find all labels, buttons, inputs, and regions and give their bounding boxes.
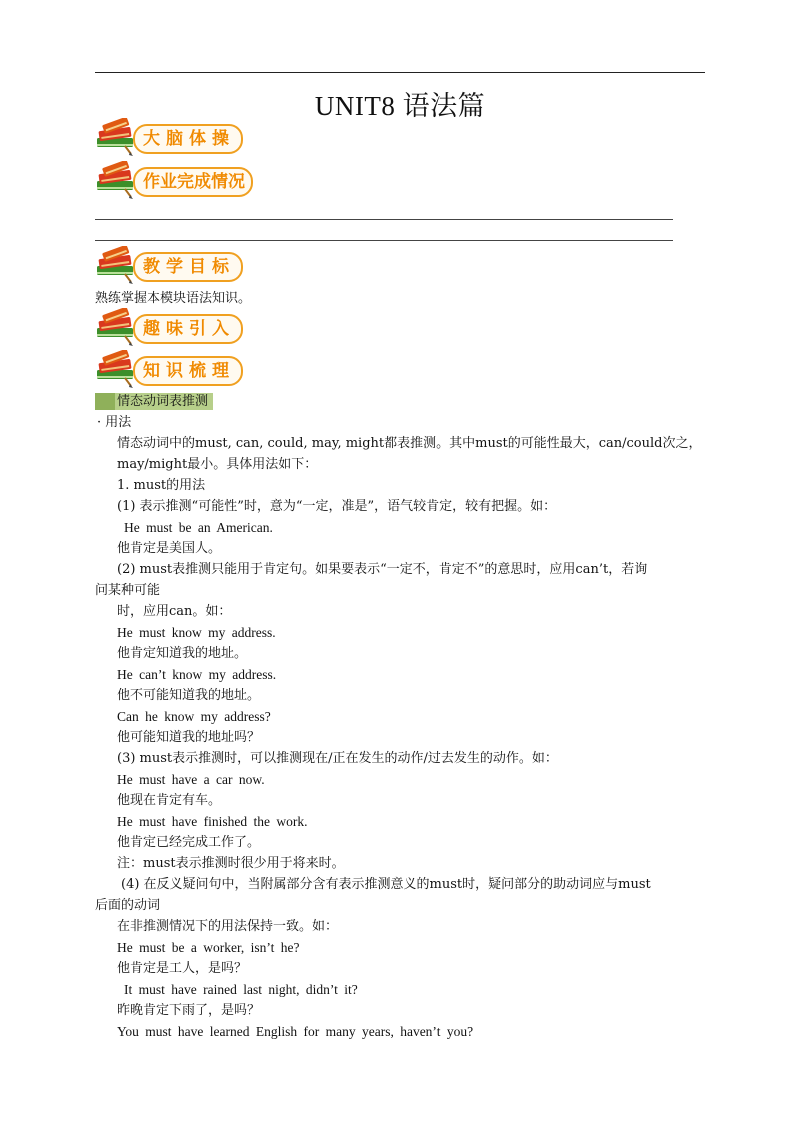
badge-knowledge-review: [95, 350, 265, 388]
body-line: 他不可能知道我的地址。: [117, 688, 261, 703]
header-rule: [95, 72, 705, 73]
body-line: (4) 在反义疑问句中，当附属部分含有表示推测意义的must时，疑问部分的助动词应与must: [121, 877, 651, 892]
badge-fun-intro: [95, 308, 265, 346]
body-line: 问某种可能: [95, 583, 161, 598]
books-icon: [95, 350, 137, 390]
body-line: · 用法: [97, 415, 132, 430]
body-line: 他肯定是工人，是吗？: [117, 961, 248, 976]
section-tag: [95, 393, 213, 410]
blank-line-1: [95, 219, 673, 220]
body-line: He must be an American.: [124, 520, 273, 535]
body-line: You must have learned English for many years, haven’t you?: [117, 1024, 474, 1039]
body-line: 他肯定是美国人。: [117, 541, 222, 556]
badge-label: 趣味引入: [133, 314, 243, 344]
body-line: 情态动词中的must, can, could, may, might都表推测。其中must的可能性最大，can/could次之，: [117, 436, 702, 451]
badge-homework-status: [95, 161, 265, 199]
body-line: 后面的动词: [95, 898, 161, 913]
books-icon: [95, 308, 137, 348]
body-line: He must be a worker, isn’t he?: [117, 940, 300, 955]
body-line: He must have a car now.: [117, 772, 265, 787]
body-line: He can’t know my address.: [117, 667, 277, 682]
badge-label: 大脑体操: [133, 124, 243, 154]
books-icon: [95, 118, 137, 158]
badge-label: 教学目标: [133, 252, 243, 282]
body-line: (1) 表示推测“可能性”时，意为“一定，准是”，语气较肯定，较有把握。如：: [117, 499, 557, 514]
books-icon: [95, 161, 137, 201]
body-line: 他可能知道我的地址吗？: [117, 730, 261, 745]
body-line: 他肯定已经完成工作了。: [117, 835, 261, 850]
page-title: UNIT8 语法篇: [314, 91, 486, 121]
body-line: Can he know my address?: [117, 709, 271, 724]
body-line: 时，应用can。如：: [117, 604, 232, 619]
badge-label: 知识梳理: [133, 356, 243, 386]
body-line: 他现在肯定有车。: [117, 793, 222, 808]
body-line: It must have rained last night, didn’t it?: [124, 982, 358, 997]
body-line: (2) must表推测只能用于肯定句。如果要表示“一定不，肯定不”的意思时，应用can’t，若询: [117, 562, 648, 577]
body-line: He must know my address.: [117, 625, 276, 640]
body-line: He must have finished the work.: [117, 814, 308, 829]
badge-label: 作业完成情况: [133, 167, 253, 197]
body-line: (3) must表示推测时，可以推测现在/正在发生的动作/过去发生的动作。如：: [117, 751, 558, 766]
body-line: 1. must的用法: [117, 478, 206, 493]
badge-teaching-goal: [95, 246, 265, 284]
badge-brain-exercise: [95, 118, 265, 156]
body-line: 昨晚肯定下雨了，是吗？: [117, 1003, 261, 1018]
books-icon: [95, 246, 137, 286]
body-line: 他肯定知道我的地址。: [117, 646, 248, 661]
section-tag-label: 情态动词表推测: [117, 394, 209, 409]
blank-line-2: [95, 240, 673, 241]
body-line: 注：must表示推测时很少用于将来时。: [117, 856, 345, 871]
body-line: 在非推测情况下的用法保持一致。如：: [117, 919, 339, 934]
goal-text: 熟练掌握本模块语法知识。: [95, 291, 252, 306]
body-line: may/might最小。具体用法如下：: [117, 457, 318, 472]
